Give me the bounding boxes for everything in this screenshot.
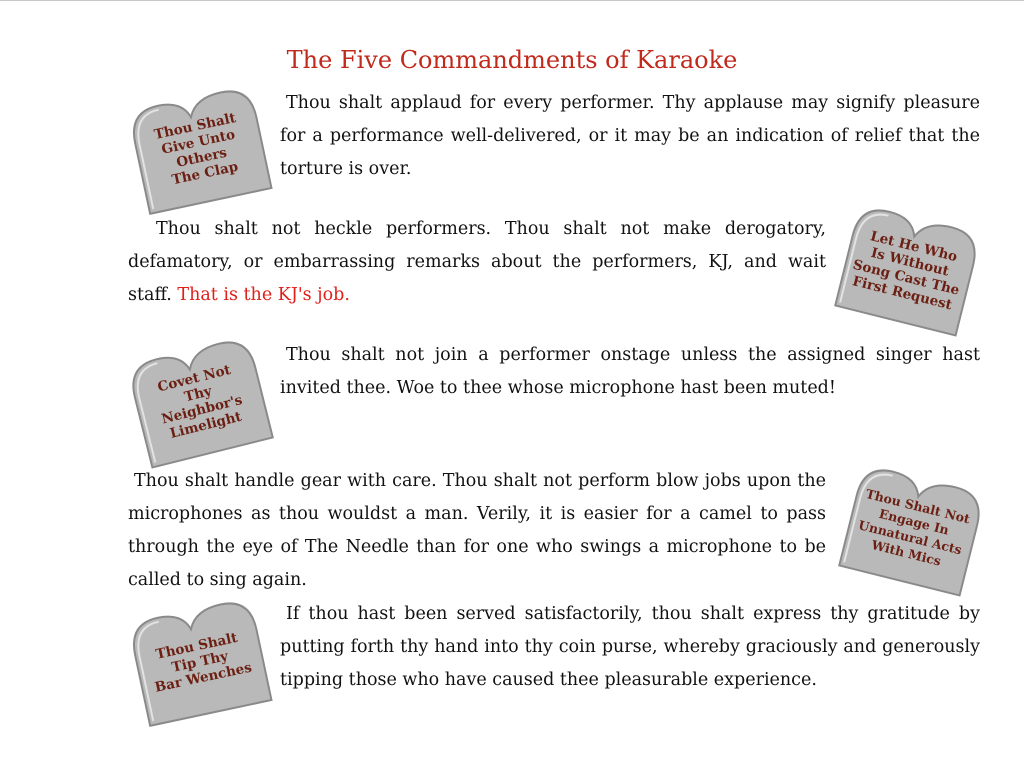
commandment-text: Thou shalt handle gear with care. Thou shalt not perform blow jobs upon the microphones as thou wouldst a man. Verily, it is easier for a camel to pass through the eye of The Needle than for one who swings a microphone to be called to sing again. [128,471,826,590]
commandment-body: Thou shalt not heckle performers. Thou shalt not make derogatory, defamatory, or embarrassing remarks about the performers, KJ, and wait staff. [128,219,826,305]
tablet-1 [119,77,281,223]
page-title: The Five Commandments of Karaoke [286,46,738,74]
tablet-label: Thou Shalt Give Unto Others The Clap [152,110,240,189]
commandment-text: Thou shalt applaud for every performer. Thy applause may signify pleasure for a performance well-delivered, or it may be an indication of relief that the torture is over. [280,93,980,179]
tablet-4 [830,455,995,605]
commandment-highlight: That is the KJ's job. [177,285,350,305]
tablet-label: Covet Not Thy Neighbor's Limelight [156,361,244,442]
commandment-text: Thou shalt not join a performer onstage unless the assigned singer hast invited thee. Woe to thee whose microphone hast been muted! [280,345,980,398]
tablet-2 [826,195,991,345]
tablet-label: Thou Shalt Tip Thy Bar Wenches [153,629,254,696]
commandment-text [128,213,826,312]
commandment-text: If thou hast been served satisfactorily, thou shalt express thy gratitude by putting forth thy hand into thy coin purse, whereby graciously and generously tipping those who have caused thee pleasurable experience. [280,604,980,690]
tablet-label: Let He Who Is Without Song Cast The First Request [850,228,961,314]
tablet-3 [118,327,283,477]
tablet-5 [119,589,281,735]
top-rule [0,0,1024,1]
tablet-label: Thou Shalt Not Engage In Unnatural Acts With Mics [856,486,972,569]
